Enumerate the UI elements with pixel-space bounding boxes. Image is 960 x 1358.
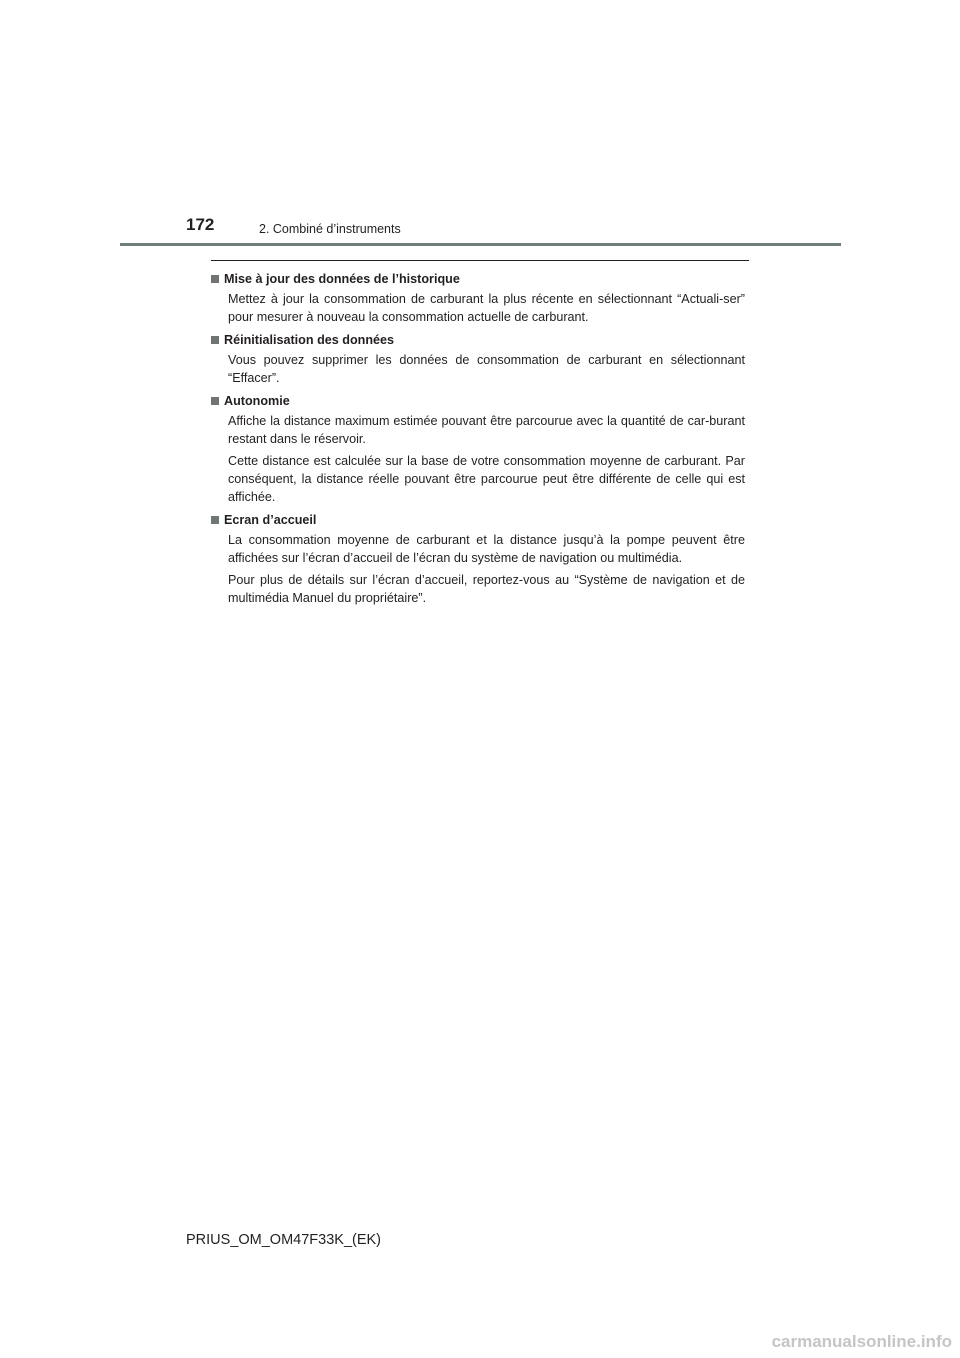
paragraph: La consommation moyenne de carburant et la distance jusqu’à la pompe peuvent être affichées sur l’écran d’accueil de l’écran du système de navigation ou multimédia. — [228, 533, 745, 565]
footer-document-code: PRIUS_OM_OM47F33K_(EK) — [186, 1232, 382, 1248]
section-heading — [211, 392, 745, 410]
section-heading-text: Réinitialisation des données — [224, 333, 395, 347]
content — [211, 270, 745, 612]
section-heading-text: Autonomie — [224, 394, 290, 408]
square-bullet-icon — [211, 336, 219, 344]
content-rule — [211, 260, 749, 261]
section-update-history — [211, 270, 745, 326]
chapter-title: 2. Combiné d’instruments — [259, 222, 401, 236]
section-heading — [211, 331, 745, 349]
section-range — [211, 392, 745, 506]
section-home-screen — [211, 511, 745, 607]
paragraph: Affiche la distance maximum estimée pouvant être parcourue avec la quantité de car-burant restant dans le réservoir. — [228, 414, 745, 446]
square-bullet-icon — [211, 275, 219, 283]
watermark: carmanualsonline.info — [771, 1332, 952, 1351]
paragraph: Cette distance est calculée sur la base de votre consommation moyenne de carburant. Par conséquent, la distance réelle pouvant être parcourue peut être différente de celle qui est affichée. — [228, 454, 745, 504]
section-reset-data — [211, 331, 745, 387]
section-heading — [211, 270, 745, 288]
page-number: 172 — [186, 215, 215, 234]
section-heading-text: Mise à jour des données de l’historique — [224, 272, 460, 286]
paragraph: Pour plus de détails sur l’écran d’accueil, reportez-vous au “Système de navigation et de multimédia Manuel du propriétaire”. — [228, 573, 745, 605]
section-heading-text: Ecran d’accueil — [224, 513, 317, 527]
square-bullet-icon — [211, 397, 219, 405]
header-rule — [120, 243, 841, 246]
paragraph: Mettez à jour la consommation de carburant la plus récente en sélectionnant “Actuali-ser” pour mesurer à nouveau la consommation actuelle de carburant. — [228, 292, 745, 324]
square-bullet-icon — [211, 516, 219, 524]
paragraph: Vous pouvez supprimer les données de consommation de carburant en sélectionnant “Effacer”. — [228, 353, 745, 385]
section-heading — [211, 511, 745, 529]
